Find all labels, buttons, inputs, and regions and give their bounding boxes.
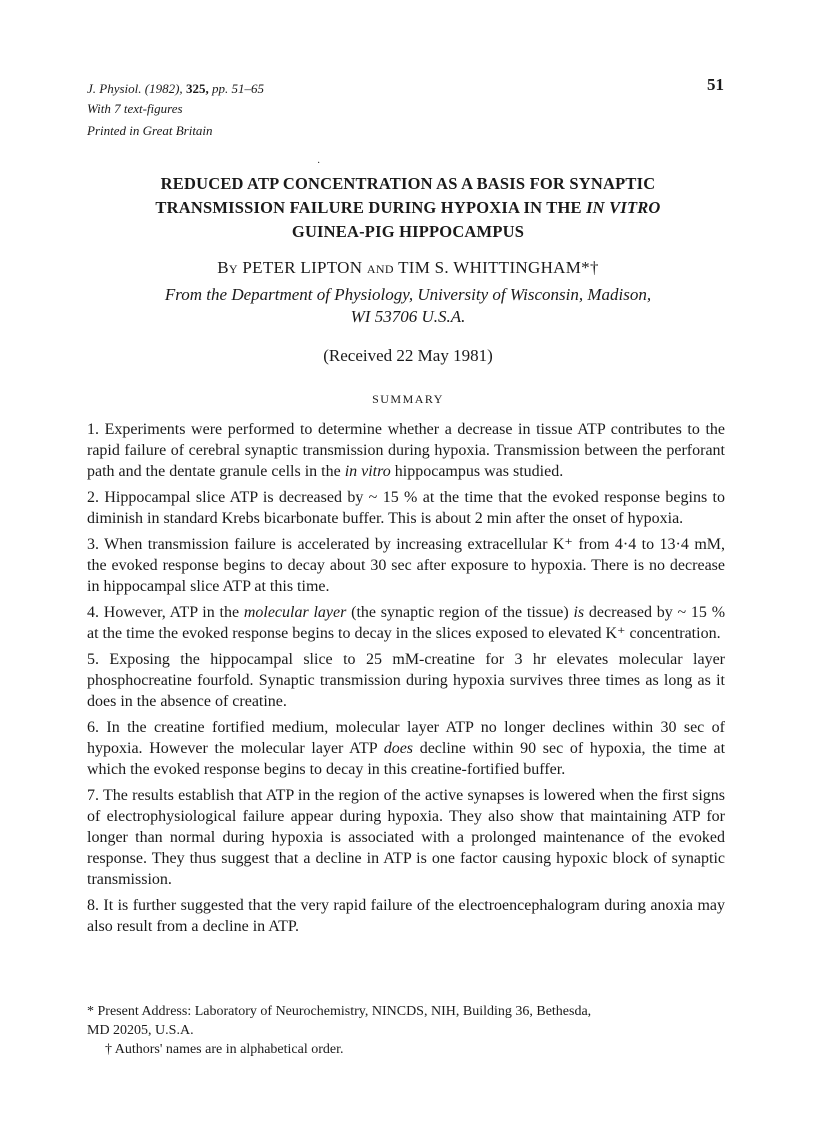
summary-para-1: 1. Experiments were performed to determine whether a decrease in tissue ATP contributes to the rapid failure of cerebral synaptic transmission during hypoxia. Transmission between the perforant path and the dentate granule cells in the in vitro hippocampus was studied. — [87, 421, 725, 480]
footnote-2: † Authors' names are in alphabetical order. — [105, 1042, 344, 1057]
footnote-1-cont: MD 20205, U.S.A. — [87, 1023, 194, 1038]
journal-name: J. Physiol. — [87, 81, 142, 96]
footnotes — [87, 1002, 725, 1059]
journal-pages: pp. 51–65 — [211, 81, 264, 96]
footnote-1: * Present Address: Laboratory of Neurochemistry, NINCDS, NIH, Building 36, Bethesda, — [87, 1004, 592, 1019]
printed-note: Printed in Great Britain — [87, 123, 213, 138]
journal-year: (1982), — [144, 81, 183, 96]
title-line-2a: TRANSMISSION FAILURE DURING HYPOXIA IN THE — [155, 198, 587, 217]
journal-header — [87, 79, 264, 141]
summary-para-4: 4. However, ATP in the molecular layer (the synaptic region of the tissue) is decreased by ~ 15 % at the time the evoked response begins to decay in the slices exposed to elevated K⁺ concentration. — [87, 604, 726, 642]
affiliation — [80, 284, 736, 328]
citation-line — [87, 79, 264, 99]
figures-note: With 7 text-figures — [87, 101, 183, 116]
page-number: 51 — [707, 75, 724, 94]
received-date: (Received 22 May 1981) — [323, 346, 493, 365]
title-line-2b: IN VITRO — [586, 198, 661, 217]
title-line-1: REDUCED ATP CONCENTRATION AS A BASIS FOR SYNAPTIC — [160, 174, 656, 193]
affiliation-line-2: WI 53706 U.S.A. — [350, 307, 466, 326]
summary-para-3: 3. When transmission failure is accelerated by increasing extracellular K⁺ from 4·4 to 13·4 mM, the evoked response begins to decay about 30 sec after exposure to hypoxia. There is no decrease in hippocampal slice ATP at this time. — [87, 536, 725, 595]
summary-para-6: 6. In the creatine fortified medium, molecular layer ATP no longer declines within 30 sec of hypoxia. However the molecular layer ATP does decline within 90 sec of hypoxia, the time at which the evoked response begins to decay in this creatine-fortified buffer. — [87, 719, 726, 778]
summary-body — [87, 419, 725, 942]
journal-volume: 325, — [185, 81, 209, 96]
title-line-3: GUINEA-PIG HIPPOCAMPUS — [291, 222, 525, 241]
summary-para-2: 2. Hippocampal slice ATP is decreased by ~ 15 % at the time that the evoked response begins to diminish in standard Krebs bicarbonate buffer. This is about 2 min after the onset of hypoxia. — [87, 489, 725, 527]
by-label: By — [217, 258, 238, 277]
author-line — [80, 258, 736, 278]
title-line-2 — [80, 196, 736, 220]
summary-para-7: 7. The results establish that ATP in the region of the active synapses is lowered when the first signs of electrophysiological failure appear during hypoxia. They also show that maintaining ATP for longer than normal during hypoxia is associated with a prolonged maintenance of the evoked response. They thus suggest that a decline in ATP is one factor causing hypoxic block of synaptic transmission. — [87, 787, 725, 888]
author-2: TIM S. WHITTINGHAM*† — [398, 258, 599, 277]
summary-heading: SUMMARY — [372, 392, 444, 406]
stray-dot: · — [317, 158, 321, 169]
and-label: and — [366, 258, 394, 277]
affiliation-line-1: From the Department of Physiology, University of Wisconsin, Madison, — [164, 285, 652, 304]
summary-para-8: 8. It is further suggested that the very rapid failure of the electroencephalogram during anoxia may also result from a decline in ATP. — [87, 897, 725, 935]
paper-title — [80, 172, 736, 244]
summary-para-5: 5. Exposing the hippocampal slice to 25 mM-creatine for 3 hr elevates molecular layer phosphocreatine fourfold. Synaptic transmission during hypoxia survives three times as long as it does in the absence of creatine. — [87, 651, 725, 710]
author-1: PETER LIPTON — [242, 258, 363, 277]
